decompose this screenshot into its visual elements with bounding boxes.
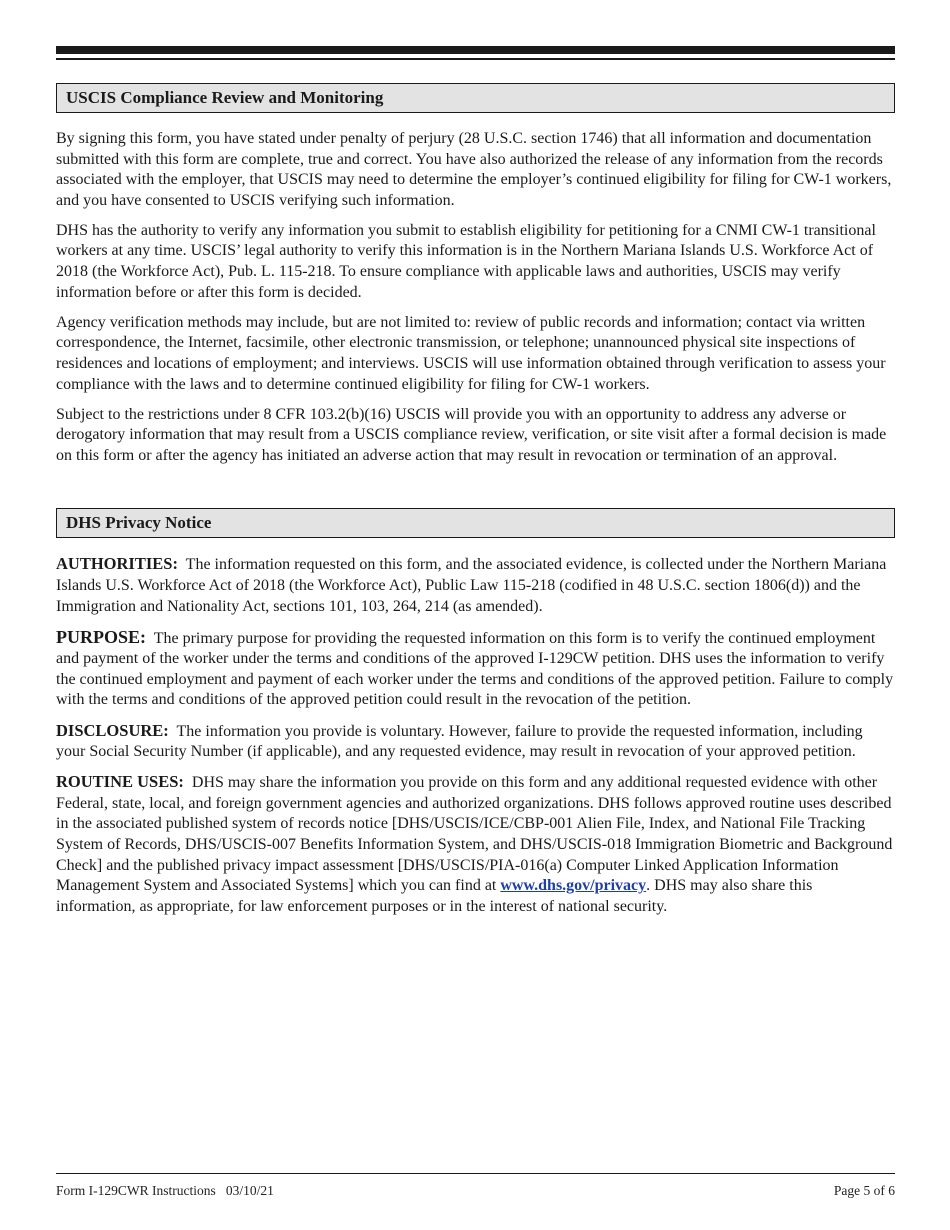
dhs-privacy-link[interactable]: www.dhs.gov/privacy <box>500 877 647 895</box>
authorities-paragraph <box>56 554 895 617</box>
purpose-label: PURPOSE: <box>56 626 146 647</box>
compliance-paragraph-4: Subject to the restrictions under 8 CFR 103.2(b)(16) USCIS will provide you with an opportunity to address any adverse or derogatory information that may result from a USCIS compliance review, verification, or site visit after a formal decision is made on this form or after the agency has initiated an adverse action that may result in revocation or termination of an approval. <box>56 405 887 464</box>
purpose-paragraph <box>56 627 895 711</box>
section-title-privacy: DHS Privacy Notice <box>66 513 212 533</box>
top-rule-thick <box>56 46 895 54</box>
authorities-text: The information requested on this form, and the associated evidence, is collected under the Northern Mariana Islands U.S. Workforce Act of 2018 (the Workforce Act), Public Law 115-218 (codified in 48 U.S.C. section 1806(d)) and the Immigration and Nationality Act, sections 101, 103, 264, 214 (as amended). <box>56 556 887 615</box>
compliance-paragraph-3: Agency verification methods may include, but are not limited to: review of public records and information; contact via written correspondence, the Internet, facsimile, other electronic transmission, or telephone; unannounced physical site inspections of residences and locations of employment; and interviews. USCIS will use information obtained through verification to assess your compliance with the laws and to determine continued eligibility for filing for CW-1 workers. <box>56 313 886 393</box>
compliance-paragraph-2: DHS has the authority to verify any information you submit to establish eligibility for petitioning for a CNMI CW-1 transitional workers at any time. USCIS’ legal authority to verify this information is in the Northern Mariana Islands U.S. Workforce Act of 2018 (the Workforce Act), Pub. L. 115-218. To ensure compliance with applicable laws and authorities, USCIS may verify information before or after this form is decided. <box>56 221 876 301</box>
section-header-privacy <box>56 508 895 538</box>
footer-form-id: Form I-129CWR Instructions 03/10/21 <box>56 1183 274 1198</box>
authorities-label: AUTHORITIES: <box>56 554 178 574</box>
footer-page-number: Page 5 of 6 <box>833 1183 895 1198</box>
section-title-compliance: USCIS Compliance Review and Monitoring <box>66 88 384 107</box>
routine-uses-label: ROUTINE USES: <box>56 772 184 792</box>
document-page <box>56 46 895 917</box>
disclosure-paragraph <box>56 721 895 763</box>
disclosure-label: DISCLOSURE: <box>56 720 169 740</box>
section-header-compliance <box>56 83 895 113</box>
disclosure-text: The information you provide is voluntary. However, failure to provide the requested information, including your Social Security Number (if applicable), and any requested evidence, may result in revocation of your approved petition. <box>56 722 863 761</box>
purpose-text: The primary purpose for providing the requested information on this form is to verify the continued employment and payment of the worker under the terms and conditions of the approved I-129CW petition. DHS uses the information to verify the continued employment and payment of each worker under the terms and conditions of the approved petition. Failure to comply with the terms and conditions of the approved petition could result in the revocation of the petition. <box>56 629 894 709</box>
page-footer <box>56 1173 895 1199</box>
routine-uses-text-before: DHS may share the information you provide on this form and any additional requested evidence with other Federal, state, local, and foreign government agencies and authorized organizations. DHS follows approved routine uses described in the associated published system of records notice [DHS/USCIS/ICE/CBP-001 Alien File, Index, and National File Tracking System of Records, DHS/USCIS-007 Benefits Information System, and DHS/USCIS-018 Immigration Biometric and Background Check] and the published privacy impact assessment [DHS/USCIS/PIA-016(a) Computer Linked Application Information Management System and Associated Systems] which you can find at <box>56 774 893 895</box>
top-rule-thin <box>56 58 895 60</box>
compliance-paragraph-1: By signing this form, you have stated under penalty of perjury (28 U.S.C. section 1746) that all information and documentation submitted with this form are complete, true and correct. You have also authorized the release of any information from the records associated with the employer, that USCIS may need to determine the employer’s continued eligibility for filing for CW-1 workers, and you have consented to USCIS verifying such information. <box>56 130 892 209</box>
routine-uses-paragraph <box>56 772 895 917</box>
routine-uses-text-after: . DHS may also share this information, as appropriate, for law enforcement purposes or in the interest of national security. <box>56 877 813 915</box>
